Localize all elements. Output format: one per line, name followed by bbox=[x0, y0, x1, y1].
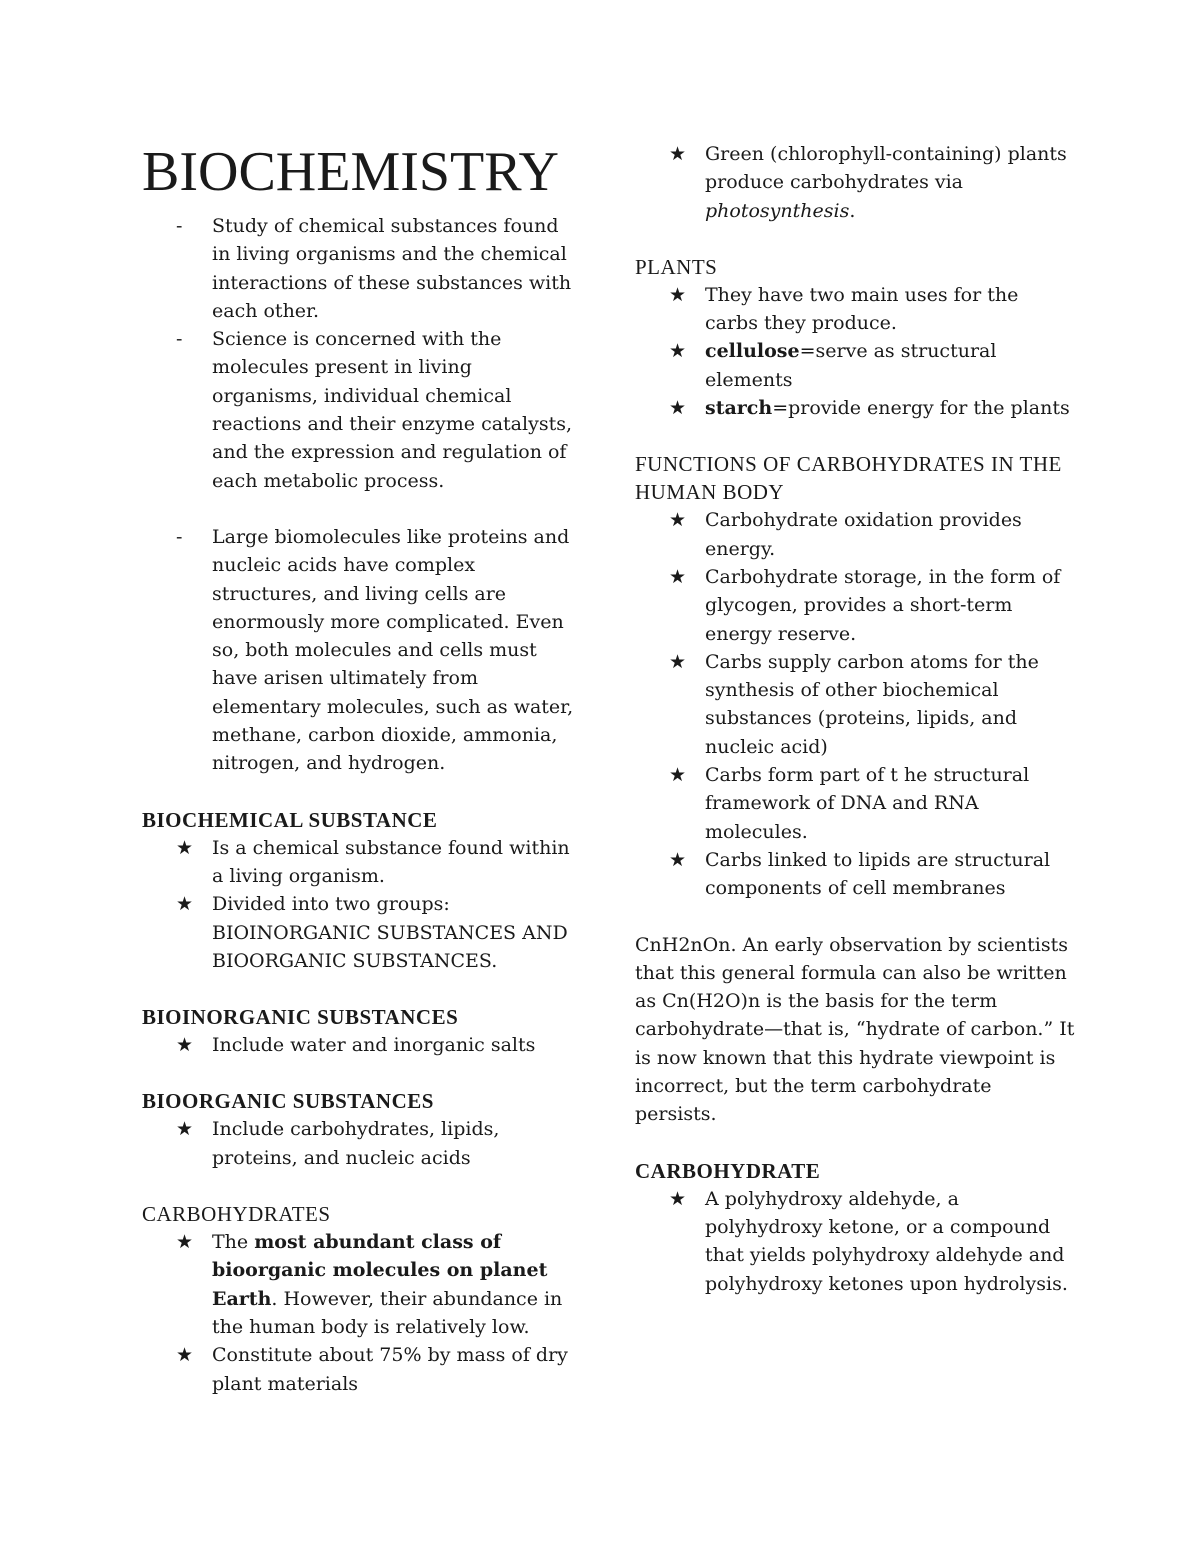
list-item: ★ A polyhydroxy aldehyde, a polyhydroxy ketone, or a compound that yields polyhydroxy aldehyde and polyhydroxy ketones upon hydrolysis. bbox=[635, 1185, 1075, 1298]
list-item: ★ Carbohydrate storage, in the form of glycogen, provides a short-term energy reserve. bbox=[635, 563, 1075, 648]
functions-section bbox=[635, 450, 1075, 902]
formula-section bbox=[635, 931, 1075, 1129]
left-column bbox=[142, 140, 582, 1426]
star-icon: ★ bbox=[669, 397, 687, 420]
section-heading: BIOINORGANIC SUBSTANCES bbox=[142, 1005, 459, 1030]
list-item: ★ Carbs supply carbon atoms for the synthesis of other biochemical substances (proteins, lipids, and nucleic acid) bbox=[635, 648, 1075, 761]
star-icon: ★ bbox=[176, 1231, 194, 1254]
carbohydrates-continued bbox=[635, 140, 1075, 225]
section-heading: BIOORGANIC SUBSTANCES bbox=[142, 1089, 434, 1114]
star-icon: ★ bbox=[669, 340, 687, 363]
star-icon: ★ bbox=[176, 893, 194, 916]
carbohydrates-section bbox=[142, 1200, 582, 1398]
list-item: - Science is concerned with the molecules present in living organisms, individual chemical reactions and their enzyme catalysts, and the expression and regulation of each metabolic process. bbox=[142, 325, 582, 495]
star-icon: ★ bbox=[176, 1034, 194, 1057]
plants-section bbox=[635, 253, 1075, 422]
dash-bullet: - bbox=[176, 215, 183, 237]
section-heading: BIOCHEMICAL SUBSTANCE bbox=[142, 807, 438, 832]
dash-bullet: - bbox=[176, 525, 183, 548]
list-item: ★ Carbohydrate oxidation provides energy. bbox=[635, 506, 1075, 563]
section-heading: FUNCTIONS OF CARBOHYDRATES IN THE HUMAN BODY bbox=[635, 452, 1062, 505]
list-item: ★ cellulose=serve as structural elements bbox=[635, 337, 1075, 394]
intro-list bbox=[142, 212, 582, 495]
formula-paragraph: CnH2nOn. An early observation by scientists that this general formula can also be written as Cn(H2O)n is the basis for the term carbohydrate—that is, “hydrate of carbon.” It is now known that this hydrate viewpoint is incorrect, but the term carbohydrate persists. bbox=[635, 933, 1075, 1126]
biochemical-section bbox=[142, 806, 582, 975]
list-item: ★ Include carbohydrates, lipids, proteins, and nucleic acids bbox=[142, 1115, 582, 1172]
star-icon: ★ bbox=[669, 143, 687, 165]
list-item: ★ Include water and inorganic salts bbox=[142, 1031, 582, 1059]
list-item: ★ starch=provide energy for the plants bbox=[635, 394, 1075, 422]
list-item: ★ Carbs form part of t he structural framework of DNA and RNA molecules. bbox=[635, 761, 1075, 846]
page-title: BIOCHEMISTRY bbox=[142, 141, 559, 203]
star-icon: ★ bbox=[669, 764, 687, 787]
section-heading: CARBOHYDRATE bbox=[635, 1158, 821, 1183]
bioinorganic-section bbox=[142, 1003, 582, 1059]
star-icon: ★ bbox=[176, 1344, 194, 1367]
section-heading: CARBOHYDRATES bbox=[142, 1202, 331, 1227]
list-item: ★ The most abundant class of bioorganic molecules on planet Earth. However, their abundance in the human body is relatively low. bbox=[142, 1228, 582, 1341]
star-icon: ★ bbox=[669, 848, 687, 871]
star-icon: ★ bbox=[669, 565, 687, 588]
intro-list-2 bbox=[142, 523, 582, 778]
list-item: ★ Constitute about 75% by mass of dry plant materials bbox=[142, 1341, 582, 1398]
list-item: ★ Carbs linked to lipids are structural components of cell membranes bbox=[635, 846, 1075, 903]
star-icon: ★ bbox=[176, 1118, 194, 1141]
list-item: ★ They have two main uses for the carbs they produce. bbox=[635, 281, 1075, 338]
list-item: - Study of chemical substances found in living organisms and the chemical interactions of these substances with each other. bbox=[142, 212, 582, 325]
list-item: - Large biomolecules like proteins and nucleic acids have complex structures, and living cells are enormously more complicated. Even so, both molecules and cells must have arisen ultimately from elementary molecules, such as water, methane, carbon dioxide, ammonia, nitrogen, and hydrogen. bbox=[142, 523, 582, 778]
bioorganic-section bbox=[142, 1087, 582, 1172]
star-icon: ★ bbox=[669, 1187, 687, 1210]
dash-bullet: - bbox=[176, 328, 183, 351]
section-heading: PLANTS bbox=[635, 254, 718, 279]
right-column bbox=[635, 140, 1075, 1326]
list-item: ★ Is a chemical substance found within a living organism. bbox=[142, 834, 582, 891]
carbohydrate-section bbox=[635, 1157, 1075, 1298]
star-icon: ★ bbox=[669, 283, 687, 306]
list-item: ★ Divided into two groups: BIOINORGANIC SUBSTANCES AND BIOORGANIC SUBSTANCES. bbox=[142, 890, 582, 975]
star-icon: ★ bbox=[176, 836, 194, 859]
list-item: ★ Green (chlorophyll-containing) plants produce carbohydrates via photosynthesis. bbox=[635, 140, 1075, 225]
star-icon: ★ bbox=[669, 650, 687, 673]
star-icon: ★ bbox=[669, 509, 687, 532]
